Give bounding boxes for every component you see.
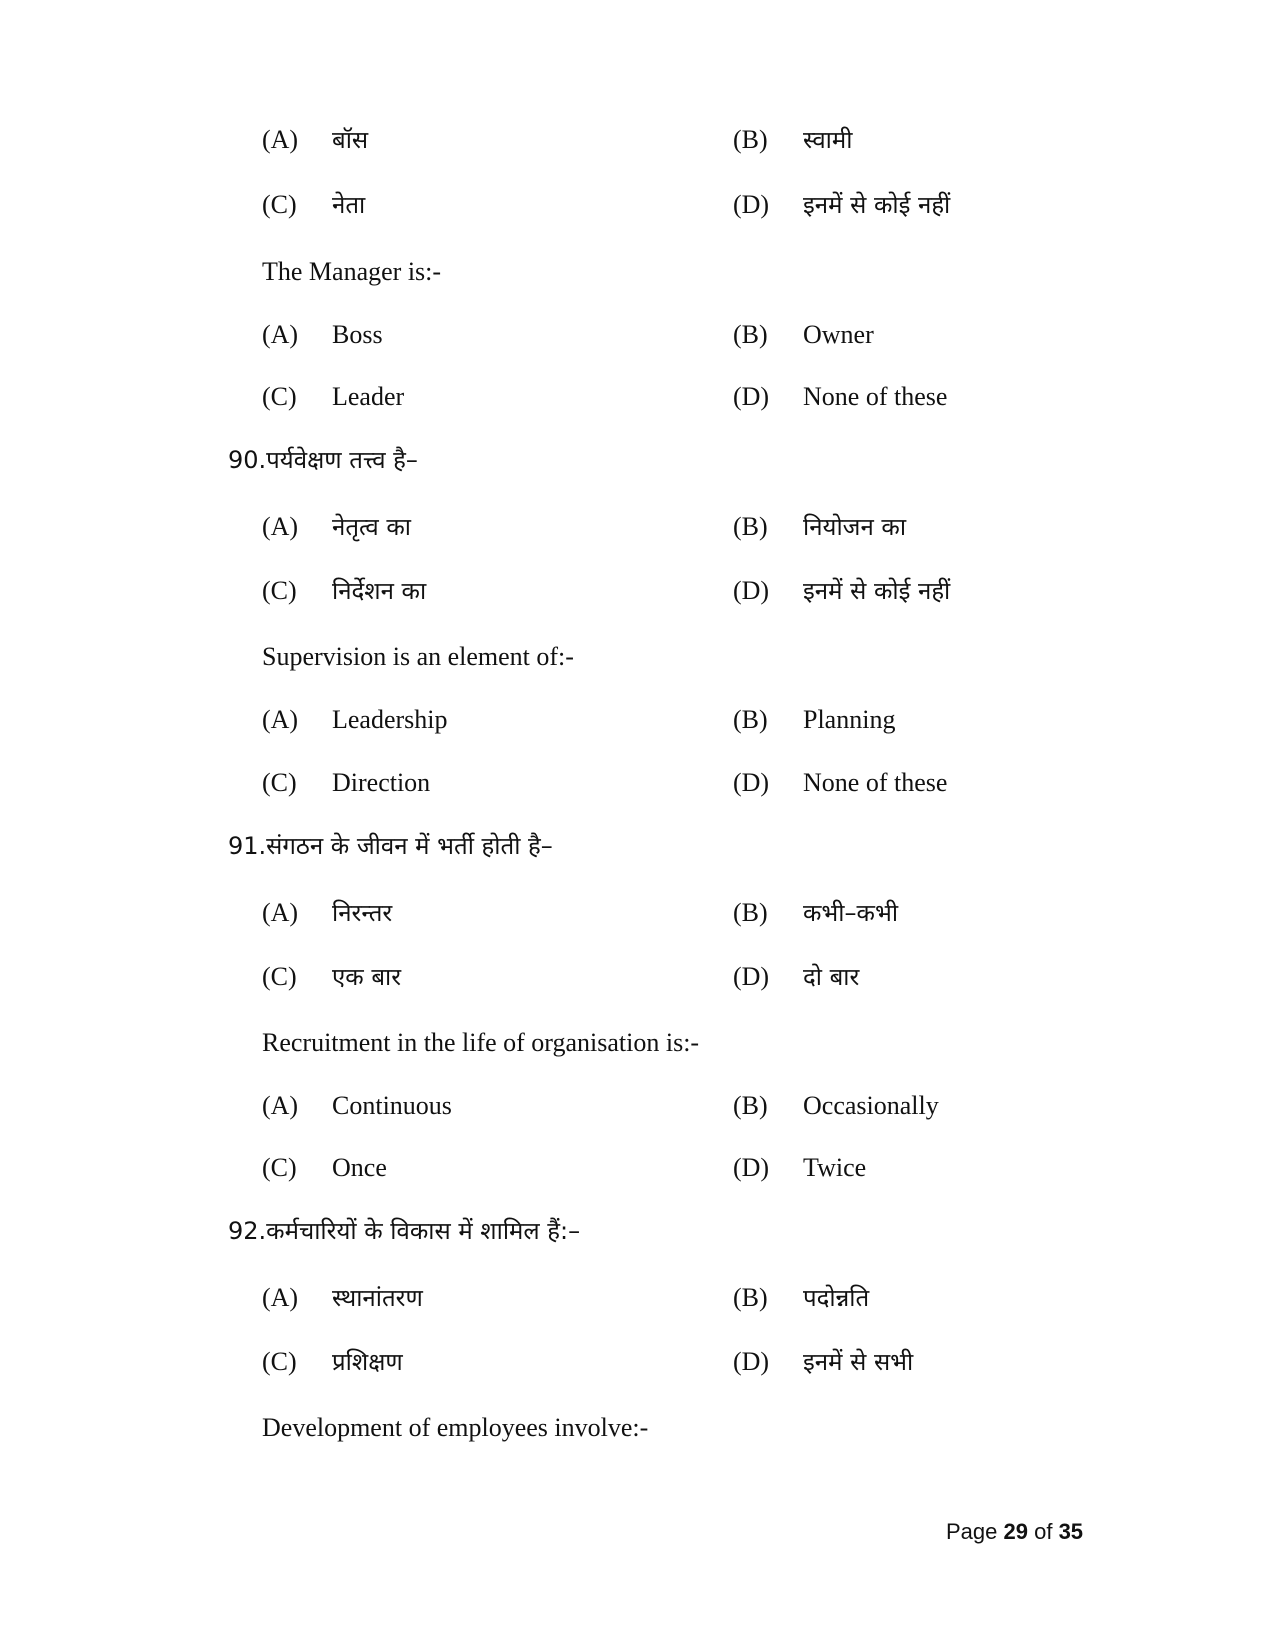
question-number-hindi: 92.कर्मचारियों के विकास में शामिल हैं:– xyxy=(228,1217,581,1245)
option-text: Twice xyxy=(803,1153,867,1182)
option-label: (B) xyxy=(733,125,768,154)
option-label: (B) xyxy=(733,512,768,541)
option-label: (D) xyxy=(733,768,770,797)
option-text: स्थानांतरण xyxy=(332,1284,423,1312)
option-text: कभी–कभी xyxy=(803,899,899,927)
option-text: Boss xyxy=(332,320,383,349)
option-text: पदोन्नति xyxy=(803,1284,870,1312)
option-label: (B) xyxy=(733,898,768,927)
option-text: प्रशिक्षण xyxy=(332,1348,403,1376)
option-text: Leader xyxy=(332,382,405,411)
option-text: None of these xyxy=(803,382,948,411)
option-text: Once xyxy=(332,1153,387,1182)
page-total: 35 xyxy=(1058,1519,1084,1544)
option-label: (B) xyxy=(733,320,768,349)
option-label: (C) xyxy=(262,190,297,219)
option-label: (D) xyxy=(733,962,770,991)
option-label: (D) xyxy=(733,1153,770,1182)
option-label: (B) xyxy=(733,1091,768,1120)
option-label: (C) xyxy=(262,1153,297,1182)
option-label: (B) xyxy=(733,1283,768,1312)
option-text: नेता xyxy=(332,191,366,219)
option-text: निर्देशन का xyxy=(332,577,427,605)
question-english: Supervision is an element of:- xyxy=(262,642,574,671)
page-middle: of xyxy=(1027,1519,1059,1544)
option-text: इनमें से कोई नहीं xyxy=(803,577,951,605)
option-label: (B) xyxy=(733,705,768,734)
option-text: Planning xyxy=(803,705,896,734)
option-text: Direction xyxy=(332,768,431,797)
option-text: नेतृत्व का xyxy=(332,513,411,541)
option-label: (D) xyxy=(733,382,770,411)
option-label: (C) xyxy=(262,962,297,991)
option-label: (A) xyxy=(262,705,299,734)
question-english: Recruitment in the life of organisation is:- xyxy=(262,1028,700,1057)
option-text: Continuous xyxy=(332,1091,452,1120)
option-text: एक बार xyxy=(332,963,402,991)
question-english: Development of employees involve:- xyxy=(262,1413,649,1442)
option-label: (C) xyxy=(262,382,297,411)
option-text: निरन्तर xyxy=(332,899,393,927)
page-footer xyxy=(946,1518,1083,1546)
option-label: (C) xyxy=(262,1347,297,1376)
option-label: (D) xyxy=(733,1347,770,1376)
option-text: दो बार xyxy=(803,963,860,991)
option-label: (D) xyxy=(733,190,770,219)
option-text: Leadership xyxy=(332,705,448,734)
page-prefix: Page xyxy=(946,1519,1004,1544)
option-label: (A) xyxy=(262,512,299,541)
option-label: (D) xyxy=(733,576,770,605)
question-english: The Manager is:- xyxy=(262,257,442,286)
option-label: (A) xyxy=(262,125,299,154)
question-number-hindi: 91.संगठन के जीवन में भर्ती होती है– xyxy=(228,832,553,860)
option-text: Owner xyxy=(803,320,874,349)
option-text: इनमें से कोई नहीं xyxy=(803,191,951,219)
option-label: (C) xyxy=(262,768,297,797)
question-number-hindi: 90.पर्यवेक्षण तत्त्व है– xyxy=(228,446,418,474)
option-text: Occasionally xyxy=(803,1091,939,1120)
option-label: (A) xyxy=(262,1283,299,1312)
page-current: 29 xyxy=(1003,1519,1028,1544)
option-text: स्वामी xyxy=(803,126,853,154)
option-text: नियोजन का xyxy=(803,513,907,541)
option-label: (A) xyxy=(262,898,299,927)
option-label: (A) xyxy=(262,1091,299,1120)
option-text: None of these xyxy=(803,768,948,797)
option-label: (C) xyxy=(262,576,297,605)
option-text: इनमें से सभी xyxy=(803,1348,914,1376)
option-label: (A) xyxy=(262,320,299,349)
option-text: बॉस xyxy=(332,126,369,154)
